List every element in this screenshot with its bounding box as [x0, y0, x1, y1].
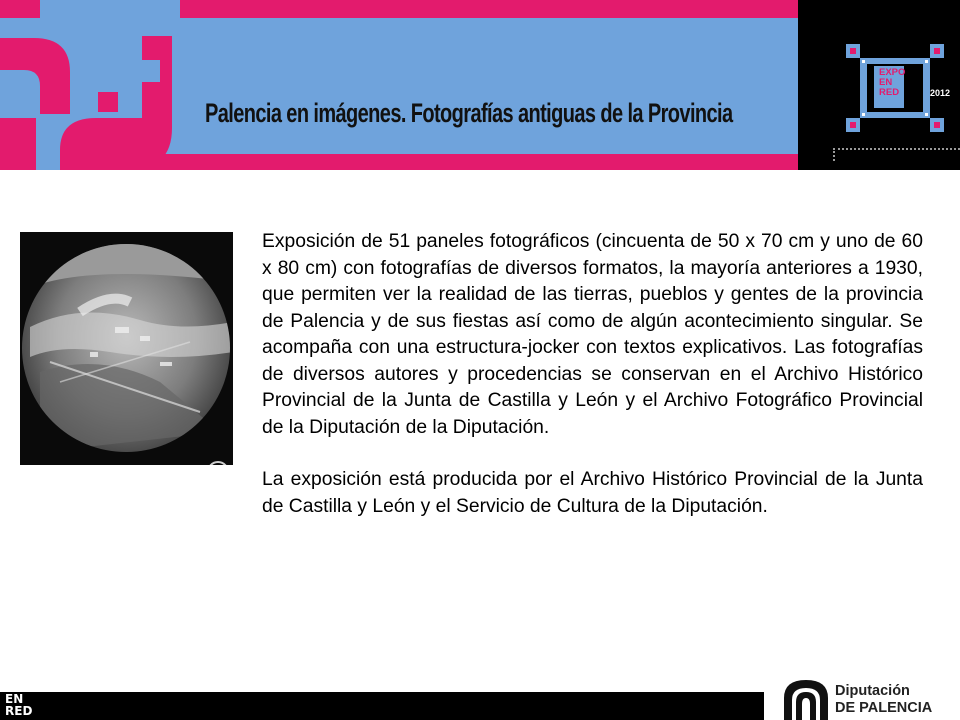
- expo-logo-year: 2012: [930, 88, 951, 98]
- expo-logo-line: EN: [879, 77, 893, 88]
- footer-bar: [0, 692, 764, 720]
- diputacion-name: [835, 683, 932, 717]
- header-banner: [0, 0, 798, 170]
- expo-logo-line: EXPO: [879, 67, 906, 78]
- footer-logo-line: RED: [5, 704, 33, 718]
- historic-aerial-photo: [20, 232, 233, 465]
- banner-decoration: [0, 0, 798, 170]
- page-title: Palencia en imágenes. Fotografías antiguas de la Provincia: [205, 98, 733, 128]
- dotted-divider: [833, 148, 960, 161]
- expo-logo-text: [879, 68, 905, 98]
- description-paragraph: La exposición está producida por el Archivo Histórico Provincial de la Junta de Castilla y León y el Servicio de Cultura de la Diputación.: [262, 469, 923, 517]
- description-paragraph: Exposición de 51 paneles fotográficos (cincuenta de 50 x 70 cm y uno de 60 x 80 cm) con fotografías de diversos formatos, la mayoría anteriores a 1930, que permiten ver la realidad de las tierras, pueblos y gentes de la provincia de Palencia y de sus fiestas así como de algún acontecimiento singular. Se acompaña con una estructura-jocker con textos explicativos. Las fotografías de diversos autores y procedencias se conservan en el Archivo Histórico Provincial de la Junta de Castilla y León y el Archivo Fotográfico Provincial de la Diputación de la Diputación.: [262, 231, 923, 438]
- expo-logo-line: RED: [879, 87, 900, 98]
- aerial-landscape-image: [20, 232, 233, 465]
- footer-en-red-logo: [5, 693, 32, 717]
- description-text: [262, 229, 923, 546]
- diputacion-line: Diputación: [835, 683, 910, 699]
- diputacion-line: DE PALENCIA: [835, 700, 933, 716]
- diputacion-arch-icon: [782, 678, 830, 720]
- footer-logo-line: EN: [5, 692, 24, 706]
